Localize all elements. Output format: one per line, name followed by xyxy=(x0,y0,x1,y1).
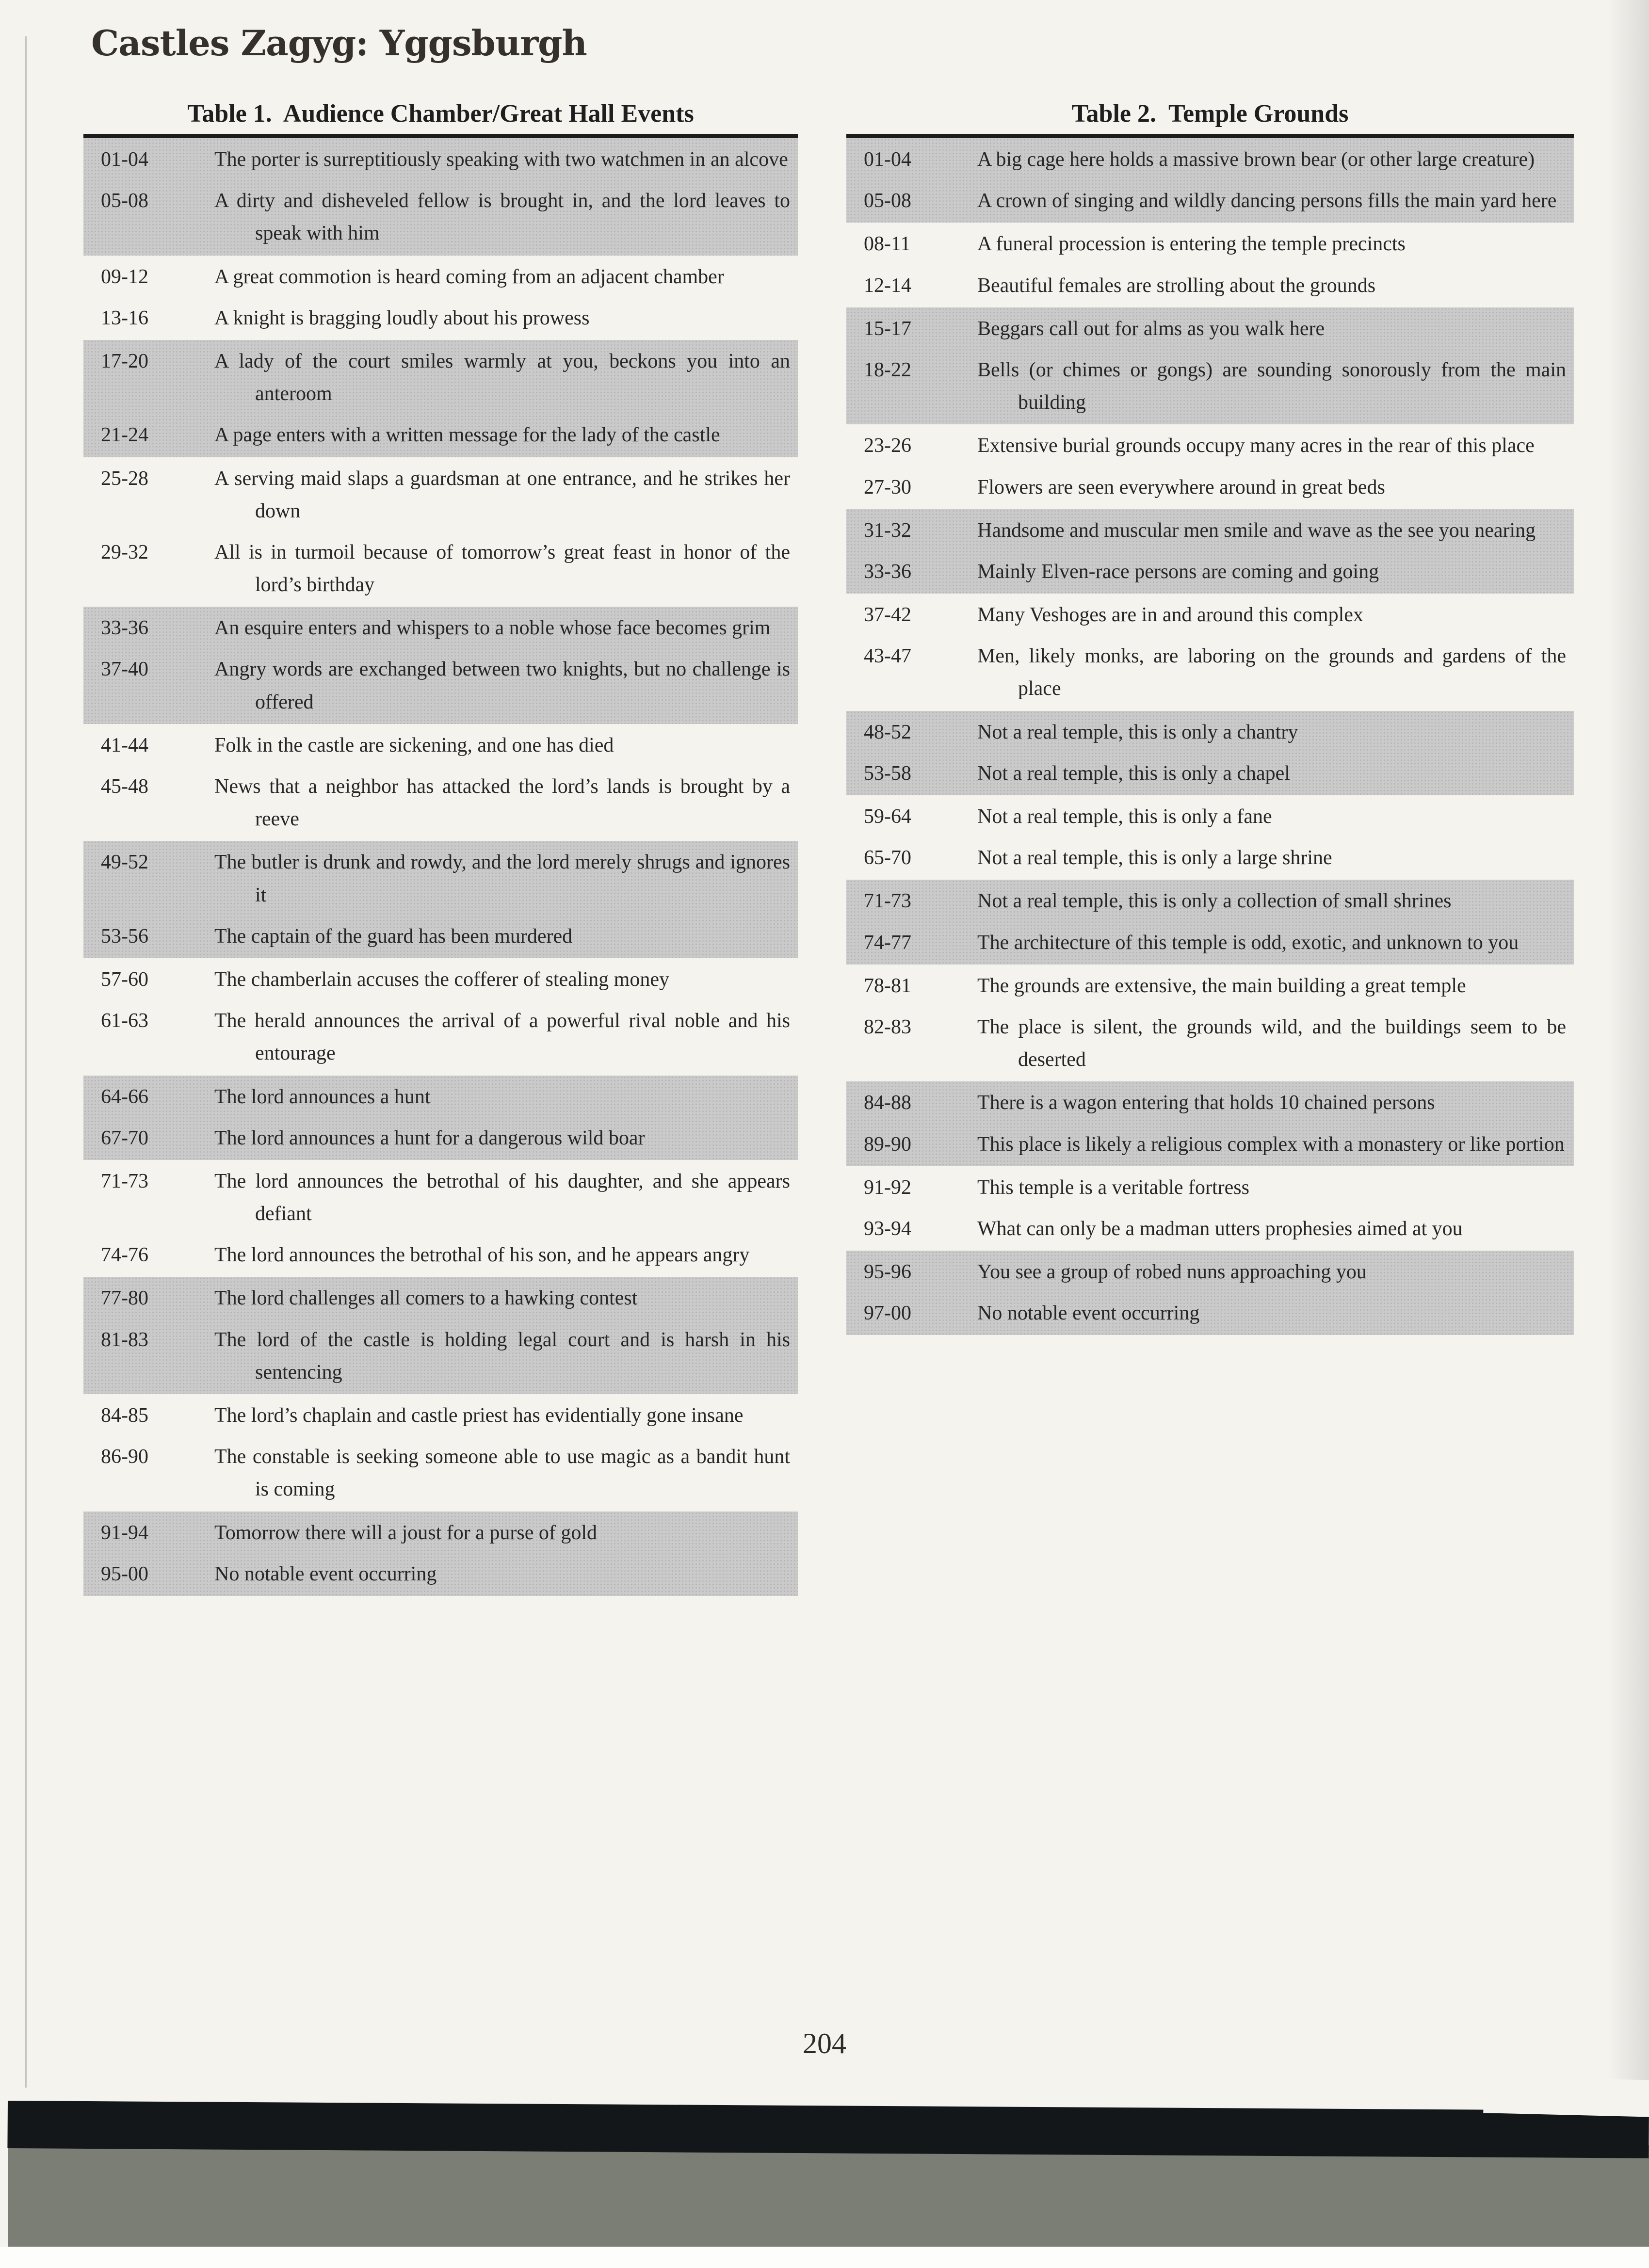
dice-range: 01-04 xyxy=(864,148,911,171)
shaded-row-band xyxy=(846,711,1574,795)
dice-range: 84-88 xyxy=(864,1092,911,1114)
table-row xyxy=(846,510,1574,551)
event-text: The porter is surreptitiously speaking with two watchmen in an alcove xyxy=(214,148,788,171)
event-text: Not a real temple, this is only a fane xyxy=(977,805,1272,828)
event-text: Not a real temple, this is only a large shrine xyxy=(977,847,1332,869)
table-2-title: Table 2. Temple Grounds xyxy=(1071,100,1349,128)
table-row xyxy=(846,139,1574,180)
table-row xyxy=(846,467,1574,508)
dice-range: 18-22 xyxy=(864,358,911,381)
table-row xyxy=(83,1077,798,1118)
dice-range: 65-70 xyxy=(864,847,911,869)
table-row xyxy=(83,725,798,766)
event-text: Many Veshoges are in and around this complex xyxy=(977,604,1363,627)
event-text: Tomorrow there will a joust for a purse of gold xyxy=(214,1521,598,1544)
table-row xyxy=(83,1395,798,1436)
dice-range: 15-17 xyxy=(864,317,911,340)
event-text: The architecture of this temple is odd, exotic, and unknown to you xyxy=(977,931,1519,954)
event-text: The chamberlain accuses the cofferer of stealing money xyxy=(214,968,669,991)
table-row xyxy=(83,139,798,180)
scan-artifact-black-bar xyxy=(7,2101,1649,2158)
table-1-top-rule xyxy=(83,134,798,138)
event-text: Folk in the castle are sickening, and one has died xyxy=(214,734,614,756)
dice-range: 33-36 xyxy=(864,560,911,583)
event-text: The herald announces the arrival of a powerful rival noble and his entourage xyxy=(214,1010,790,1065)
shaded-row-band xyxy=(846,509,1574,594)
shaded-row-band xyxy=(846,138,1574,223)
event-text: The lord announces a hunt xyxy=(214,1085,431,1108)
event-text: The lord announces a hunt for a dangerous wild boar xyxy=(214,1126,645,1149)
table-row xyxy=(83,458,798,532)
dice-range: 91-94 xyxy=(101,1521,148,1544)
shaded-row-band xyxy=(83,138,798,256)
row-band xyxy=(83,256,798,340)
table-row xyxy=(83,1161,798,1235)
table-row xyxy=(83,298,798,339)
row-band xyxy=(846,965,1574,1082)
dice-range: 27-30 xyxy=(864,476,911,499)
event-text: Men, likely monks, are laboring on the grounds and gardens of the place xyxy=(977,645,1566,700)
event-text: Not a real temple, this is only a chantry xyxy=(977,721,1298,743)
table-row xyxy=(83,649,798,723)
table-row xyxy=(846,881,1574,922)
row-band xyxy=(846,424,1574,509)
dice-range: 82-83 xyxy=(864,1015,911,1038)
table-row xyxy=(83,1118,798,1159)
dice-range: 86-90 xyxy=(101,1446,148,1468)
table-row xyxy=(83,766,798,840)
table-row xyxy=(846,1124,1574,1165)
dice-range: 31-32 xyxy=(864,519,911,542)
table-row xyxy=(846,551,1574,593)
table-row xyxy=(846,837,1574,879)
dice-range: 97-00 xyxy=(864,1302,911,1325)
dice-range: 71-73 xyxy=(864,890,911,913)
shaded-row-band xyxy=(83,841,798,958)
table-row xyxy=(846,965,1574,1007)
table-row xyxy=(83,180,798,254)
table-row xyxy=(83,959,798,1000)
event-text: A knight is bragging loudly about his prowess xyxy=(214,306,590,329)
page-gutter-shadow xyxy=(25,36,27,2088)
event-text: Handsome and muscular men smile and wave as the see you nearing xyxy=(977,519,1536,542)
dice-range: 08-11 xyxy=(864,233,911,256)
row-band xyxy=(846,594,1574,711)
table-row xyxy=(83,1512,798,1554)
dice-range: 37-42 xyxy=(864,604,911,627)
dice-range: 12-14 xyxy=(864,274,911,297)
dice-range: 05-08 xyxy=(101,190,148,212)
table-row xyxy=(83,1319,798,1393)
table-row xyxy=(846,224,1574,265)
shaded-row-band xyxy=(83,1277,798,1394)
table-row xyxy=(846,753,1574,794)
table-row xyxy=(83,1436,798,1510)
dice-range: 77-80 xyxy=(101,1287,148,1310)
event-text: The lord challenges all comers to a hawking contest xyxy=(214,1287,638,1310)
table-2-top-rule xyxy=(846,134,1574,138)
scan-artifact-bottom-margin xyxy=(0,2247,1649,2268)
event-text: You see a group of robed nuns approaching you xyxy=(977,1261,1367,1284)
event-text: An esquire enters and whispers to a noble whose face becomes grim xyxy=(214,617,771,640)
event-text: Bells (or chimes or gongs) are sounding sonorously from the main building xyxy=(977,358,1566,414)
event-text: News that a neighbor has attacked the lord’s lands is brought by a reeve xyxy=(214,775,790,831)
dice-range: 17-20 xyxy=(101,350,148,372)
dice-range: 57-60 xyxy=(101,968,148,991)
dice-range: 41-44 xyxy=(101,734,148,756)
dice-range: 53-56 xyxy=(101,925,148,948)
event-text: The lord of the castle is holding legal court and is harsh in his sentencing xyxy=(214,1328,790,1383)
table-row xyxy=(846,796,1574,837)
scan-artifact-page-corner xyxy=(1483,2076,1649,2117)
event-text: All is in turmoil because of tomorrow’s great feast in honor of the lord’s birthday xyxy=(214,541,790,596)
dice-range: 29-32 xyxy=(101,541,148,563)
table-row xyxy=(83,842,798,916)
event-text: Beautiful females are strolling about the grounds xyxy=(977,274,1376,297)
table-1-body xyxy=(83,138,798,1596)
dice-range: 21-24 xyxy=(101,424,148,447)
event-text: The lord announces the betrothal of his daughter, and she appears defiant xyxy=(214,1170,790,1225)
table-row xyxy=(83,608,798,649)
event-text: A lady of the court smiles warmly at you, beckons you into an anteroom xyxy=(214,350,790,405)
dice-range: 09-12 xyxy=(101,265,148,288)
row-band xyxy=(83,958,798,1076)
event-text: What can only be a madman utters prophesies aimed at you xyxy=(977,1217,1463,1240)
dice-range: 74-76 xyxy=(101,1244,148,1267)
table-row xyxy=(846,350,1574,423)
dice-range: 59-64 xyxy=(864,805,911,828)
row-band xyxy=(83,1160,798,1277)
event-text: The butler is drunk and rowdy, and the lord merely shrugs and ignores it xyxy=(214,851,790,906)
shaded-row-band xyxy=(83,607,798,724)
table-row xyxy=(83,257,798,298)
dice-range: 45-48 xyxy=(101,775,148,798)
event-text: A dirty and disheveled fellow is brought in, and the lord leaves to speak with him xyxy=(214,190,790,245)
book-title: Castles Zagyg: Yggsburgh xyxy=(91,22,587,64)
row-band xyxy=(83,1394,798,1512)
event-text: A serving maid slaps a guardsman at one entrance, and he strikes her down xyxy=(214,467,790,522)
row-band xyxy=(846,223,1574,307)
table-row xyxy=(846,1082,1574,1124)
event-text: The constable is seeking someone able to use magic as a bandit hunt is coming xyxy=(214,1446,790,1501)
dice-range: 23-26 xyxy=(864,434,911,457)
dice-range: 48-52 xyxy=(864,721,911,743)
dice-range: 95-96 xyxy=(864,1261,911,1284)
shaded-row-band xyxy=(83,1512,798,1596)
scan-artifact-gray-area xyxy=(8,2145,1649,2247)
dice-range: 61-63 xyxy=(101,1010,148,1032)
shaded-row-band xyxy=(846,1251,1574,1335)
event-text: The lord announces the betrothal of his son, and he appears angry xyxy=(214,1244,750,1267)
event-text: There is a wagon entering that holds 10 chained persons xyxy=(977,1092,1435,1114)
table-row xyxy=(83,1000,798,1074)
dice-range: 05-08 xyxy=(864,190,911,212)
table-row xyxy=(846,1208,1574,1250)
table-row xyxy=(846,265,1574,306)
event-text: Not a real temple, this is only a chapel xyxy=(977,762,1290,785)
dice-range: 43-47 xyxy=(864,645,911,668)
event-text: This place is likely a religious complex with a monastery or like portion xyxy=(977,1133,1565,1156)
shaded-row-band xyxy=(83,1076,798,1160)
event-text: Mainly Elven-race persons are coming and going xyxy=(977,560,1379,583)
page-right-edge-shadow xyxy=(1608,0,1649,2105)
table-row xyxy=(83,532,798,606)
dice-range: 37-40 xyxy=(101,658,148,681)
event-text: A big cage here holds a massive brown bear (or other large creature) xyxy=(977,148,1535,171)
event-text: A funeral procession is entering the temple precincts xyxy=(977,233,1406,256)
table-row xyxy=(83,341,798,415)
shaded-row-band xyxy=(846,880,1574,964)
table-row xyxy=(846,922,1574,964)
table-row xyxy=(846,636,1574,709)
event-text: Beggars call out for alms as you walk here xyxy=(977,317,1325,340)
event-text: No notable event occurring xyxy=(977,1302,1200,1325)
row-band xyxy=(83,724,798,841)
table-row xyxy=(846,308,1574,350)
shaded-row-band xyxy=(83,340,798,457)
event-text: This temple is a veritable fortress xyxy=(977,1176,1249,1199)
event-text: No notable event occurring xyxy=(214,1562,437,1585)
table-row xyxy=(846,595,1574,636)
event-text: Flowers are seen everywhere around in great beds xyxy=(977,476,1385,499)
row-band xyxy=(846,795,1574,880)
table-row xyxy=(83,1235,798,1276)
dice-range: 71-73 xyxy=(101,1170,148,1192)
dice-range: 78-81 xyxy=(864,974,911,997)
dice-range: 95-00 xyxy=(101,1562,148,1585)
dice-range: 49-52 xyxy=(101,851,148,874)
event-text: Angry words are exchanged between two knights, but no challenge is offered xyxy=(214,658,790,713)
event-text: The captain of the guard has been murdered xyxy=(214,925,573,948)
table-row xyxy=(83,1278,798,1319)
dice-range: 01-04 xyxy=(101,148,148,171)
table-row xyxy=(83,1554,798,1595)
table-1-title: Table 1. Audience Chamber/Great Hall Events xyxy=(187,100,694,128)
table-row xyxy=(846,1007,1574,1080)
table-row xyxy=(846,425,1574,466)
dice-range: 25-28 xyxy=(101,467,148,490)
row-band xyxy=(846,1166,1574,1251)
dice-range: 53-58 xyxy=(864,762,911,785)
table-temple-grounds xyxy=(846,99,1574,1335)
event-text: A page enters with a written message for the lady of the castle xyxy=(214,424,720,447)
event-text: Not a real temple, this is only a collection of small shrines xyxy=(977,890,1452,913)
table-audience-chamber xyxy=(83,99,798,1596)
dice-range: 67-70 xyxy=(101,1126,148,1149)
table-row xyxy=(846,180,1574,222)
table-row xyxy=(846,1252,1574,1293)
shaded-row-band xyxy=(846,1081,1574,1166)
dice-range: 84-85 xyxy=(101,1404,148,1427)
dice-range: 13-16 xyxy=(101,306,148,329)
event-text: The grounds are extensive, the main building a great temple xyxy=(977,974,1466,997)
table-row xyxy=(83,916,798,957)
event-text: The place is silent, the grounds wild, and the buildings seem to be deserted xyxy=(977,1015,1566,1071)
event-text: A great commotion is heard coming from an adjacent chamber xyxy=(214,265,724,288)
event-text: Extensive burial grounds occupy many acres in the rear of this place xyxy=(977,434,1535,457)
table-row xyxy=(846,1167,1574,1208)
event-text: A crown of singing and wildly dancing persons fills the main yard here xyxy=(977,190,1557,212)
row-band xyxy=(83,457,798,607)
shaded-row-band xyxy=(846,307,1574,425)
event-text: The lord’s chaplain and castle priest has evidentially gone insane xyxy=(214,1404,744,1427)
table-row xyxy=(83,415,798,456)
dice-range: 74-77 xyxy=(864,931,911,954)
table-row xyxy=(846,712,1574,753)
page-number: 204 xyxy=(803,2027,846,2059)
dice-range: 33-36 xyxy=(101,617,148,640)
dice-range: 93-94 xyxy=(864,1217,911,1240)
table-row xyxy=(846,1293,1574,1334)
table-2-body xyxy=(846,138,1574,1335)
dice-range: 64-66 xyxy=(101,1085,148,1108)
dice-range: 91-92 xyxy=(864,1176,911,1199)
dice-range: 81-83 xyxy=(101,1328,148,1351)
dice-range: 89-90 xyxy=(864,1133,911,1156)
